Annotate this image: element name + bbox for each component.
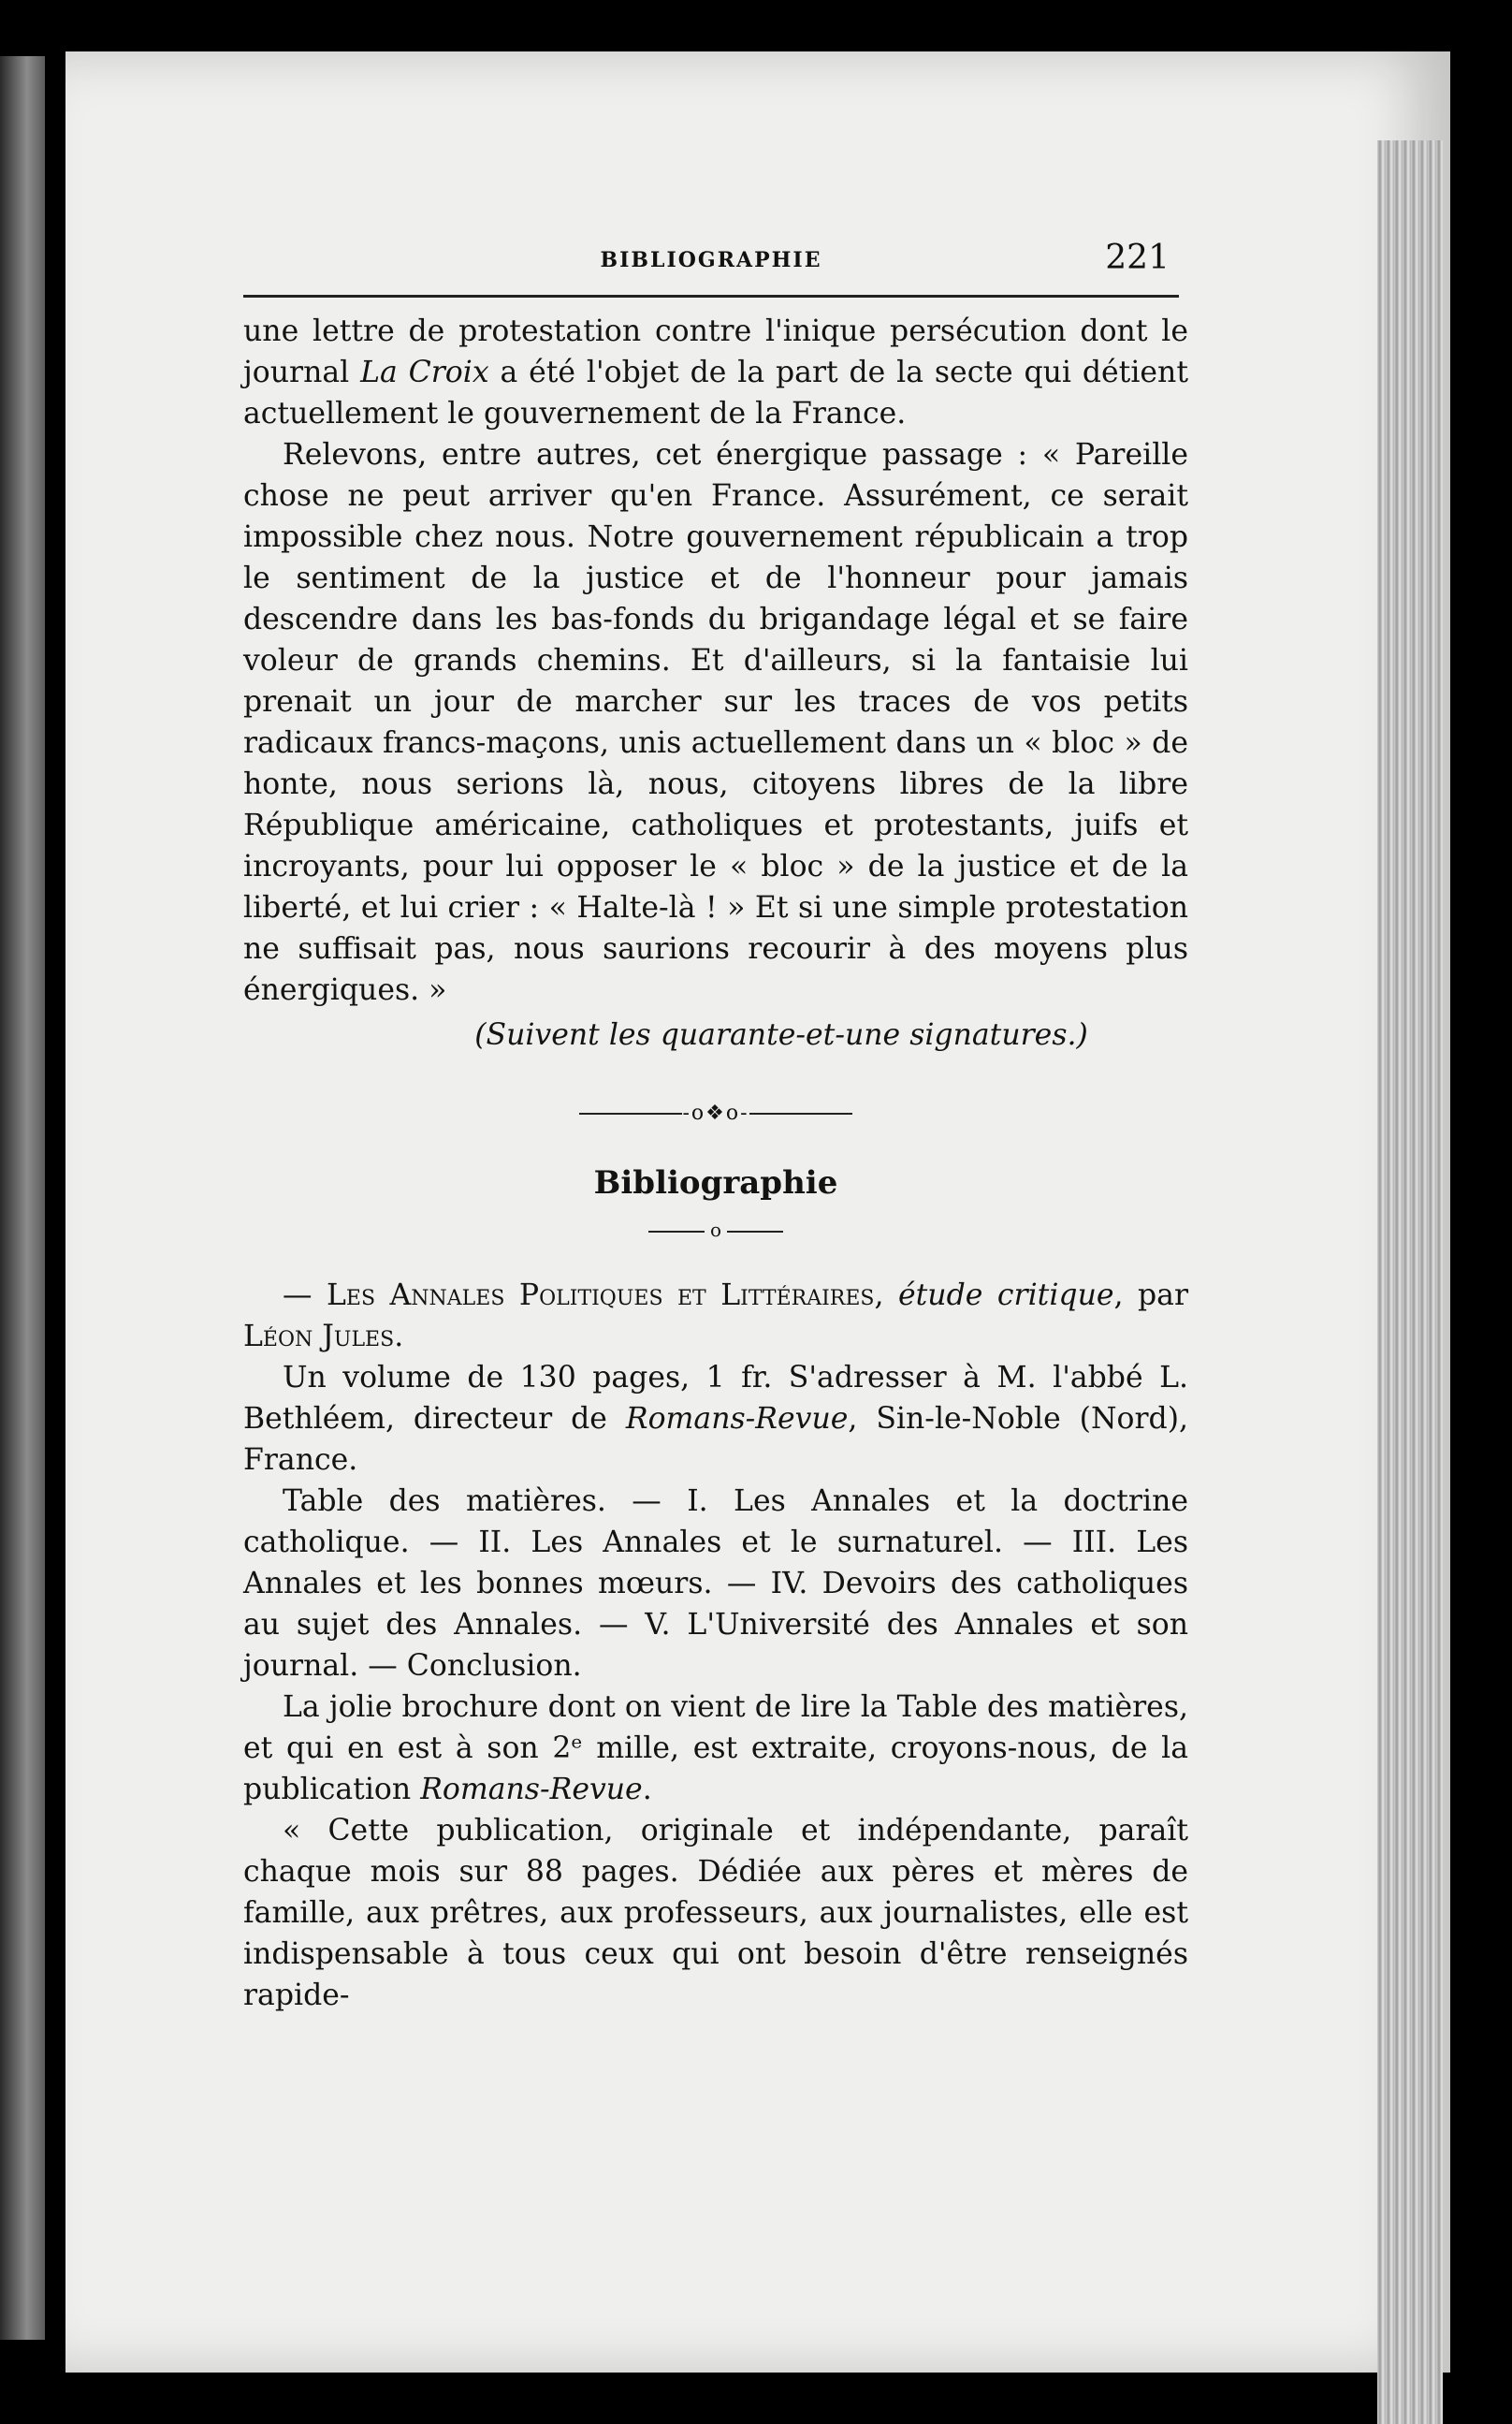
page-number: 221: [1105, 239, 1170, 277]
running-title: BIBLIOGRAPHIE: [600, 248, 822, 272]
entry-by: , par: [1113, 1278, 1189, 1312]
paragraph-protest-rest: a été l'objet de la part de la secte qui détient actuellement le gouvernement de la France.: [243, 356, 1188, 431]
paragraph-brochure: [243, 1687, 1188, 1810]
bibliography-entry: [243, 1275, 1188, 1357]
running-header: [243, 239, 1179, 298]
paragraph-quotation: Relevons, entre autres, cet énergique passage : « Pareille chose ne peut arriver qu'en France. Assurément, ce serait impossible chez nous. Notre gouvernement républicain a trop le sentiment de la justice et de l'honneur pour jamais descendre dans les bas-fonds du brigandage légal et se faire voleur de grands chemins. Et d'ailleurs, si la fantaisie lui prenait un jour de marcher sur les traces de vos petits radicaux francs-maçons, unis actuellement dans un « bloc » de honte, nous serions là, nous, citoyens libres de la libre République américaine, catholiques et protestants, juifs et incroyants, pour lui opposer le « bloc » de la justice et de la liberté, et lui crier : « Halte-là ! » Et si une simple protestation ne suffisait pas, nous saurions recourir à des moyens plus énergiques. »: [243, 438, 1188, 1007]
entry-subtitle: étude critique: [883, 1278, 1114, 1312]
entry-title: Les Annales Politiques et Littéraires,: [327, 1278, 884, 1312]
paragraph-volume-text: Un volume de 130 pages, 1 fr. S'adresser à M. l'abbé L. Bethléem, directeur de: [243, 1361, 1188, 1436]
ornament-rule-right: [749, 1113, 852, 1115]
paragraph-publication: « Cette publication, originale et indépendante, paraît chaque mois sur 88 pages. Dédiée aux pères et mères de famille, aux prêtres, aux professeurs, aux journalistes, elle est indispensable à tous ceux qui ont besoin d'être renseignés rapide-: [243, 1814, 1188, 2012]
section-divider: [243, 1209, 1188, 1250]
section-title: Bibliographie: [593, 1164, 838, 1202]
section-ornament: [243, 1093, 1188, 1134]
paragraph-volume-rest: , Sin-le-Noble (Nord), France.: [243, 1402, 1189, 1477]
entry-end: .: [394, 1320, 404, 1353]
paragraph-volume: [243, 1357, 1188, 1481]
paragraph-protest-text: une lettre de protestation contre l'inique persécution dont le journal: [243, 314, 1188, 389]
journal-title: Romans-Revue: [625, 1402, 849, 1436]
paragraph-brochure-text: La jolie brochure dont on vient de lire la Table des matières, et qui en est à son 2ᵉ mille, est extraite, croyons-nous, de la publication: [243, 1690, 1188, 1806]
newspaper-title: La Croix: [360, 356, 489, 389]
divider-rule-right: [727, 1231, 783, 1233]
book-page: [65, 51, 1450, 2373]
previous-page-edge: [0, 56, 45, 2340]
page-content: [168, 239, 1188, 2016]
ornament-glyph: -o❖o-: [682, 1102, 749, 1125]
signatures-note: (Suivent les quarante-et-une signatures.): [474, 1018, 1088, 1052]
entry-author: Léon Jules: [243, 1320, 395, 1353]
body-text: [243, 311, 1188, 2016]
ornament-rule-left: [579, 1113, 682, 1115]
entry-dash: —: [283, 1278, 327, 1312]
publication-title: Romans-Revue: [420, 1773, 643, 1806]
paragraph-brochure-end: .: [642, 1773, 652, 1806]
paragraph-protest: [243, 311, 1188, 434]
divider-mark: o: [709, 1219, 722, 1241]
divider-rule-left: [648, 1231, 705, 1233]
paragraph-table-of-contents: Table des matières. — I. Les Annales et la doctrine catholique. — II. Les Annales et le surnaturel. — III. Les Annales et les bonnes mœurs. — IV. Devoirs des catholiques au sujet des Annales. — V. L'Université des Annales et son journal. — Conclusion.: [243, 1484, 1188, 1683]
page-stack-edge: [1377, 140, 1443, 2424]
